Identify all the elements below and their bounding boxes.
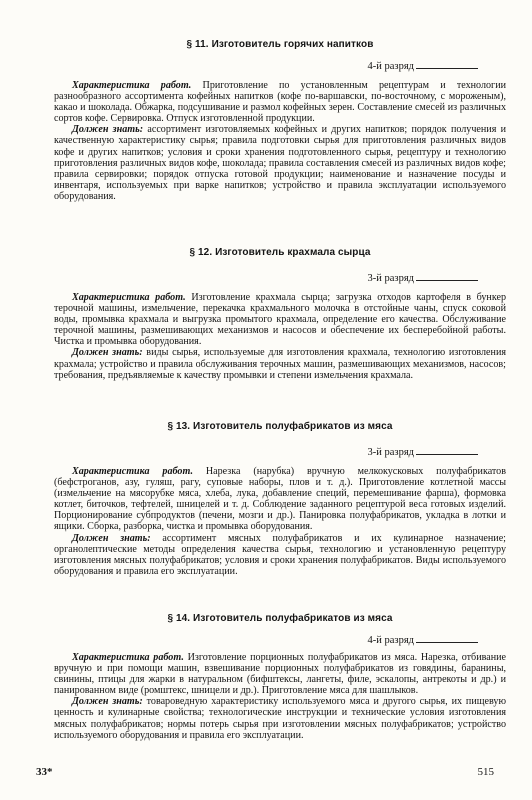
knowledge-text: ассортимент мясных полуфабрикатов и их кулинарное назначение; органолептические методы определения качества сырья, технологию и установленную рецептуру изготовления мясных полуфабрикатов; условия и сроки хранения полуфабрикатов. Виды используемого оборудования и правила его эксплуатации.: [54, 532, 506, 577]
grade-label: [54, 58, 506, 74]
work-characteristic: [54, 466, 506, 533]
knowledge-text: виды сырья, используемые для изготовления крахмала, технологию изготовления крахмала; устройство и правила обслуживания терочных машин, размешивающих механизмов, насосов; требования, предъявляемые к качеству промывки и степени измельчения крахмала.: [54, 347, 506, 381]
characteristic-label: Характеристика работ.: [72, 292, 186, 303]
section-heading: § 13. Изготовитель полуфабрикатов из мяса: [167, 421, 393, 432]
grade-blank-line: [416, 632, 478, 643]
section-heading: § 14. Изготовитель полуфабрикатов из мяса: [167, 613, 393, 624]
required-knowledge: [54, 124, 506, 202]
work-characteristic: [54, 292, 506, 347]
grade-blank-line: [416, 58, 478, 69]
grade-text: 3-й разряд: [367, 273, 414, 284]
page-footer: [36, 766, 494, 780]
characteristic-text: Нарезка (нарубка) вручную мелкокусковых полуфабрикатов (бефстроганов, азу, гуляш, рагу, суповые наборы, плов и т. д.). Приготовление котлетной массы (измельчение на мясорубке мяса, хлеба, лука, добавление специй, перемешивание фарша), формовка котлет, биточков, тефтелей, шницелей и т. д. Соблюдение заданного рецептурой веса готовых изделий. Порционирование субпродуктов (печени, мозги и др.). Панировка полуфабрикатов, укладка в лотки и ящики. Сборка, разборка, чистка и промывка оборудования.: [54, 466, 506, 533]
knowledge-label: Должен знать:: [72, 347, 143, 359]
section-13: [54, 420, 506, 577]
characteristic-text: Изготовление порционных полуфабрикатов из мяса. Нарезка, отбивание вручную и при помощи машин, взвешивание порционных полуфабрикатов из говядины, баранины, свинины, птицы для жарки в натуральном (бифштексы, лангеты, филе, эскалопы, антрекоты и др.) и панированном виде (ромштекс, шницели и др.). Приготовление мяса для шашлыков.: [54, 652, 506, 697]
required-knowledge: [54, 347, 506, 380]
grade-text: 3-й разряд: [367, 447, 414, 458]
knowledge-text: ассортимент изготовляемых кофейных и других напитков; порядок получения и качественную характеристику сырья; правила подготовки сырья для приготовления различных видов кофе и других напитков; условия и сроки хранения подготовленного сырья, рецептуру и технологию приготовления различных видов кофе, шоколада; правила составления смесей из различных видов кофе; правила сервировки; порядок отпуска готовой продукции; наименование и назначение посуды и инвентаря, используемых при варке напитков; устройство и правила эксплуатации используемого оборудования.: [54, 124, 506, 202]
grade-label: [54, 632, 506, 648]
knowledge-label: Должен знать:: [72, 124, 144, 136]
work-characteristic: [54, 652, 506, 696]
section-11: [54, 38, 506, 202]
grade-blank-line: [416, 444, 478, 455]
characteristic-label: Характеристика работ.: [72, 466, 193, 477]
characteristic-label: Характеристика работ.: [72, 80, 192, 91]
section-heading: § 11. Изготовитель горячих напитков: [186, 39, 374, 50]
characteristic-text: Изготовление крахмала сырца; загрузка отходов картофеля в бункер терочной машины, измельчение, перекачка крахмального молочка в отстойные чаны, спуск соковой воды, промывка крахмала и выгрузка промытого крахмала, определение его качества. Обслуживание терочной машины, размешивающих механизмов и насосов и обеспечение их бесперебойной работы. Чистка и промывка оборудования.: [54, 292, 506, 348]
grade-text: 4-й разряд: [367, 635, 414, 646]
page-number: 515: [477, 766, 494, 778]
section-heading: § 12. Изготовитель крахмала сырца: [189, 247, 371, 258]
grade-text: 4-й разряд: [367, 61, 414, 72]
grade-blank-line: [416, 270, 478, 281]
work-characteristic: [54, 80, 506, 124]
knowledge-label: Должен знать:: [72, 532, 151, 544]
signature-mark: 33*: [36, 766, 53, 778]
characteristic-text: Приготовление по установленным рецептурам и технологии разнообразного ассортимента кофейных напитков (кофе по-варшавски, по-восточному, с мороженым), какао и шоколада. Обжарка, подсушивание и размол кофейных зерен. Составление смесей из различных сортов кофе. Сервировка. Отпуск изготовленной продукции.: [54, 80, 506, 125]
grade-label: [54, 270, 506, 286]
section-12: [54, 246, 506, 381]
characteristic-label: Характеристика работ.: [72, 652, 184, 663]
grade-label: [54, 444, 506, 460]
required-knowledge: [54, 533, 506, 577]
knowledge-text: товароведную характеристику используемого мяса и другого сырья, их пищевую ценность и кулинарные свойства; технологические инструкции и технические условия изготовления мясных полуфабрикатов; нормы потерь сырья при изготовлении мясных полуфабрикатов; устройство используемого оборудования и правила его эксплуатации.: [54, 696, 506, 741]
required-knowledge: [54, 696, 506, 740]
section-14: [54, 612, 506, 741]
knowledge-label: Должен знать:: [72, 696, 143, 708]
